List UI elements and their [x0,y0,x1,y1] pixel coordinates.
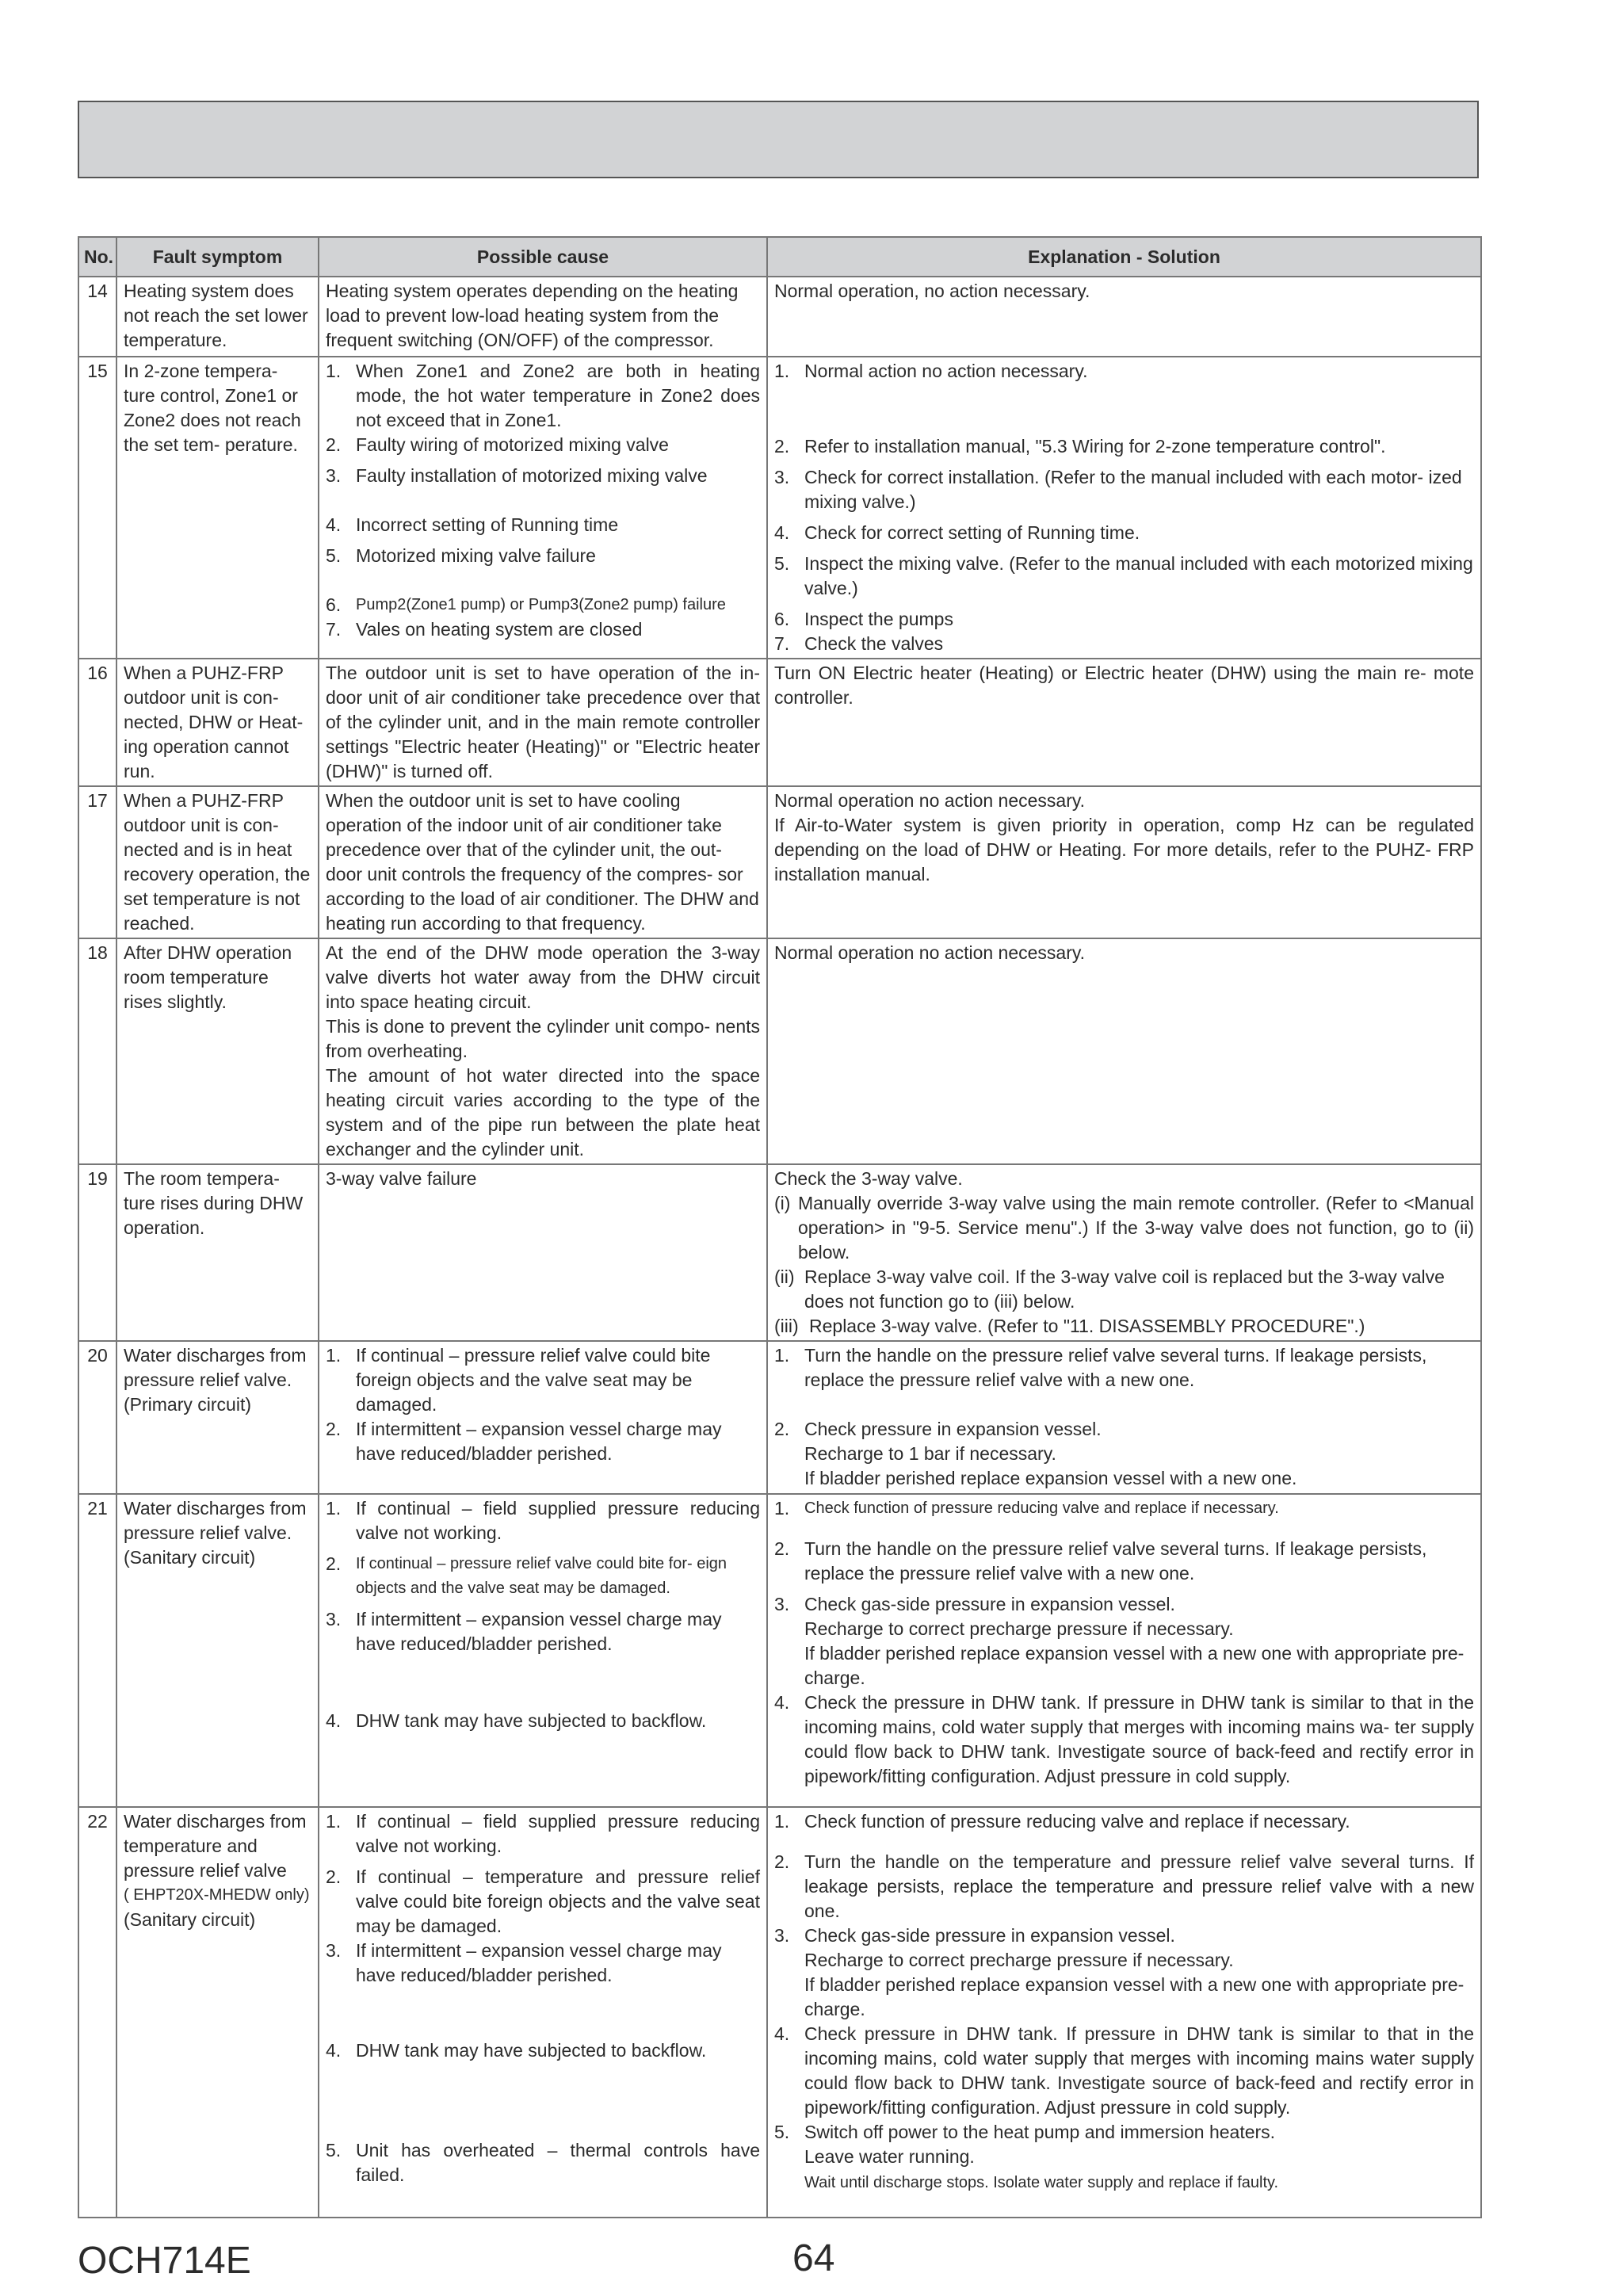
table-row [78,1164,1481,1341]
cause-item: 2. If continual – pressure relief valve could bite for- eign objects and the valve seat may be damaged. [326,1553,727,1597]
fault-line: Water discharges from temperature and pressure relief valve [124,1811,307,1881]
row-number: 14 [78,277,116,357]
solution-line: Normal operation no action necessary. [774,790,1086,811]
cause-item: 1. If continual – field supplied pressure reducing valve not working. [326,1498,760,1543]
cause-item: 4. Incorrect setting of Running time [326,514,619,535]
fault-symptom [116,1494,319,1807]
solution-item: 3. Check for correct installation. (Refer to the manual included with each motor- ized mixing valve.) [774,467,1462,512]
possible-cause [319,1807,767,2218]
solution-item: 7. Check the valves [774,633,944,654]
troubleshooting-table [78,236,1482,2218]
table-row [78,786,1481,938]
solution [767,1341,1481,1494]
fault-symptom: Heating system does not reach the set lower temperature. [116,277,319,357]
solution-item: (i) Manually override 3-way valve using the main remote controller. (Refer to <Manual operation> in "9-5. Service menu".) If the 3-way valve does not function, go to (ii) below. [774,1193,1474,1263]
solution: Normal operation no action necessary. [767,938,1481,1164]
cause-paragraph: The amount of hot water directed into the space heating circuit varies according to the type of the system and of the pipe run between the plate heat exchanger and the cylinder unit. [326,1065,760,1159]
cause-item: 3. Faulty installation of motorized mixing valve [326,465,708,486]
possible-cause [319,357,767,659]
solution-item: 1. Check function of pressure reducing valve and replace if necessary. [774,1811,1350,1832]
solution-item: 1. Normal action no action necessary. [774,361,1088,381]
row-number: 21 [78,1494,116,1807]
solution-line: Check the 3-way valve. [774,1168,963,1189]
cause-item: 4. DHW tank may have subjected to backflow. [326,1710,707,1731]
cause-item: 2. If continual – temperature and pressure relief valve could bite foreign objects and the valve seat may be damaged. [326,1866,760,1936]
section-title-bar [78,101,1479,178]
header-possible-cause: Possible cause [319,237,767,277]
possible-cause [319,1494,767,1807]
row-number: 22 [78,1807,116,2218]
cause-item: 3. If intermittent – expansion vessel charge may have reduced/bladder perished. [326,1940,722,1985]
table-header-row [78,237,1481,277]
possible-cause [319,938,767,1164]
solution [767,786,1481,938]
table-row [78,1341,1481,1494]
solution-item: (ii) Replace 3-way valve coil. If the 3-way valve coil is replaced but the 3-way valve does not function go to (iii) below. [774,1266,1445,1312]
row-number: 17 [78,786,116,938]
solution-item: 3. Check gas-side pressure in expansion vessel. Recharge to correct precharge pressure if necessary. If bladder perished replace expansion vessel with a new one with appropriate pre-charge. [774,1594,1465,1688]
cause-item: 6. Pump2(Zone1 pump) or Pump3(Zone2 pump) failure [326,594,726,615]
solution-item: 4. Check for correct setting of Running time. [774,522,1140,543]
header-no: No. [78,237,116,277]
cause-item: 1. If continual – field supplied pressure reducing valve not working. [326,1811,760,1856]
solution-item: 4. Check the pressure in DHW tank. If pressure in DHW tank is similar to that in the incoming mains, cold water supply that merges with incoming mains wa- ter supply could flow back to DHW tank. Investigate source of back-feed and rectify error in pipework/fitting configuration. Adjust pressure in cold supply. [774,1692,1474,1786]
solution [767,1807,1481,2218]
solution-item: 5. Switch off power to the heat pump and immersion heaters. Leave water running. Wait until discharge stops. Isolate water supply and replace if faulty. [774,2122,1279,2191]
cause-paragraph: This is done to prevent the cylinder unit compo- nents from overheating. [326,1016,760,1061]
cause-item: 2. Faulty wiring of motorized mixing valve [326,434,669,455]
cause-item: 3. If intermittent – expansion vessel charge may have reduced/bladder perished. [326,1609,722,1654]
fault-symptom: The room tempera- ture rises during DHW operation. [116,1164,319,1341]
possible-cause: 3-way valve failure [319,1164,767,1341]
solution-item: 3. Check gas-side pressure in expansion vessel. Recharge to correct precharge pressure if necessary. If bladder perished replace expansion vessel with a new one with appropriate pre-charge. [774,1925,1465,2019]
solution: Turn ON Electric heater (Heating) or Electric heater (DHW) using the main re- mote controller. [767,659,1481,786]
cause-item: 1. If continual – pressure relief valve could bite foreign objects and the valve seat may be damaged. [326,1345,711,1415]
cause-item: 5. Unit has overheated – thermal controls have failed. [326,2140,760,2185]
table-row [78,277,1481,357]
cause-item: 7. Vales on heating system are closed [326,619,643,640]
possible-cause [319,1341,767,1494]
possible-cause: The outdoor unit is set to have operation of the in- door unit of air conditioner take precedence over that of the cylinder unit, and in the main remote controller settings "Electric heater (Heating)" or "Electric heater (DHW)" is turned off. [319,659,767,786]
solution-item: 6. Inspect the pumps [774,609,953,629]
fault-symptom: When a PUHZ-FRP outdoor unit is con- nected and is in heat recovery operation, the set temperature is not reached. [116,786,319,938]
fault-line: (Sanitary circuit) [124,1909,256,1930]
cause-item: 1. When Zone1 and Zone2 are both in heating mode, the hot water temperature in Zone2 does not exceed that in Zone1. [326,361,760,430]
cause-item: 2. If intermittent – expansion vessel charge may have reduced/bladder perished. [326,1419,722,1464]
possible-cause: When the outdoor unit is set to have cooling operation of the indoor unit of air conditioner take precedence over that of the cylinder unit, the out- door unit controls the frequency of the compres- sor according to the load of air conditioner. The DHW and heating run according to that frequency. [319,786,767,938]
solution-item: 5. Inspect the mixing valve. (Refer to the manual included with each motorized mixing valve.) [774,553,1473,598]
row-number: 16 [78,659,116,786]
solution-line: If Air-to-Water system is given priority in operation, comp Hz can be regulated depending on the load of DHW or Heating. For more details, refer to the PUHZ- FRP installation manual. [774,815,1474,884]
solution-item: 2. Refer to installation manual, "5.3 Wiring for 2-zone temperature control". [774,436,1386,457]
solution [767,1494,1481,1807]
fault-symptom: In 2-zone tempera- ture control, Zone1 or Zone2 does not reach the set tem- perature. [116,357,319,659]
fault-line: (Primary circuit) [124,1394,251,1415]
solution: Normal operation, no action necessary. [767,277,1481,357]
solution-item: 1. Check function of pressure reducing valve and replace if necessary. [774,1498,1279,1519]
solution-item: (iii) Replace 3-way valve. (Refer to "11. DISASSEMBLY PROCEDURE".) [774,1316,1365,1336]
table-row [78,1807,1481,2218]
row-number: 15 [78,357,116,659]
solution-item: 2. Check pressure in expansion vessel. Recharge to 1 bar if necessary. If bladder perished replace expansion vessel with a new one. [774,1419,1297,1488]
fault-symptom: After DHW operation room temperature rises slightly. [116,938,319,1164]
cause-item: 4. DHW tank may have subjected to backflow. [326,2040,707,2061]
fault-line: (Sanitary circuit) [124,1547,256,1568]
fault-line: ( EHPT20X-MHEDW only) [124,1886,310,1904]
solution [767,1164,1481,1341]
row-number: 18 [78,938,116,1164]
page-number: 64 [792,2237,835,2279]
solution-item: 1. Turn the handle on the pressure relief valve several turns. If leakage persists, replace the pressure relief valve with a new one. [774,1345,1427,1390]
solution-item: 4. Check pressure in DHW tank. If pressure in DHW tank is similar to that in the incoming mains, cold water supply that merges with incoming mains water supply could flow back to DHW tank. Investigate source of back-feed and rectify error in pipework/fitting configuration. Adjust pressure in cold supply. [774,2023,1474,2118]
solution-item: 2. Turn the handle on the pressure relief valve several turns. If leakage persists, replace the pressure relief valve with a new one. [774,1538,1427,1584]
fault-symptom [116,1341,319,1494]
fault-line: Water discharges from pressure relief valve. [124,1345,307,1390]
cause-paragraph: At the end of the DHW mode operation the 3-way valve diverts hot water away from the DHW circuit into space heating circuit. [326,942,760,1012]
table-row [78,659,1481,786]
table-row [78,938,1481,1164]
fault-symptom: When a PUHZ-FRP outdoor unit is con- nected, DHW or Heat- ing operation cannot run. [116,659,319,786]
model-code: OCH714E [78,2240,251,2282]
table-row [78,357,1481,659]
table-row [78,1494,1481,1807]
row-number: 20 [78,1341,116,1494]
fault-line: Water discharges from pressure relief valve. [124,1498,307,1543]
possible-cause: Heating system operates depending on the heating load to prevent low-load heating system from the frequent switching (ON/OFF) of the compressor. [319,277,767,357]
solution [767,357,1481,659]
solution-item: 2. Turn the handle on the temperature and pressure relief valve several turns. If leakage persists, replace the temperature and pressure relief valve with a new one. [774,1851,1474,1921]
header-explanation-solution: Explanation - Solution [767,237,1481,277]
row-number: 19 [78,1164,116,1341]
cause-item: 5. Motorized mixing valve failure [326,545,596,566]
fault-symptom [116,1807,319,2218]
header-fault-symptom: Fault symptom [116,237,319,277]
